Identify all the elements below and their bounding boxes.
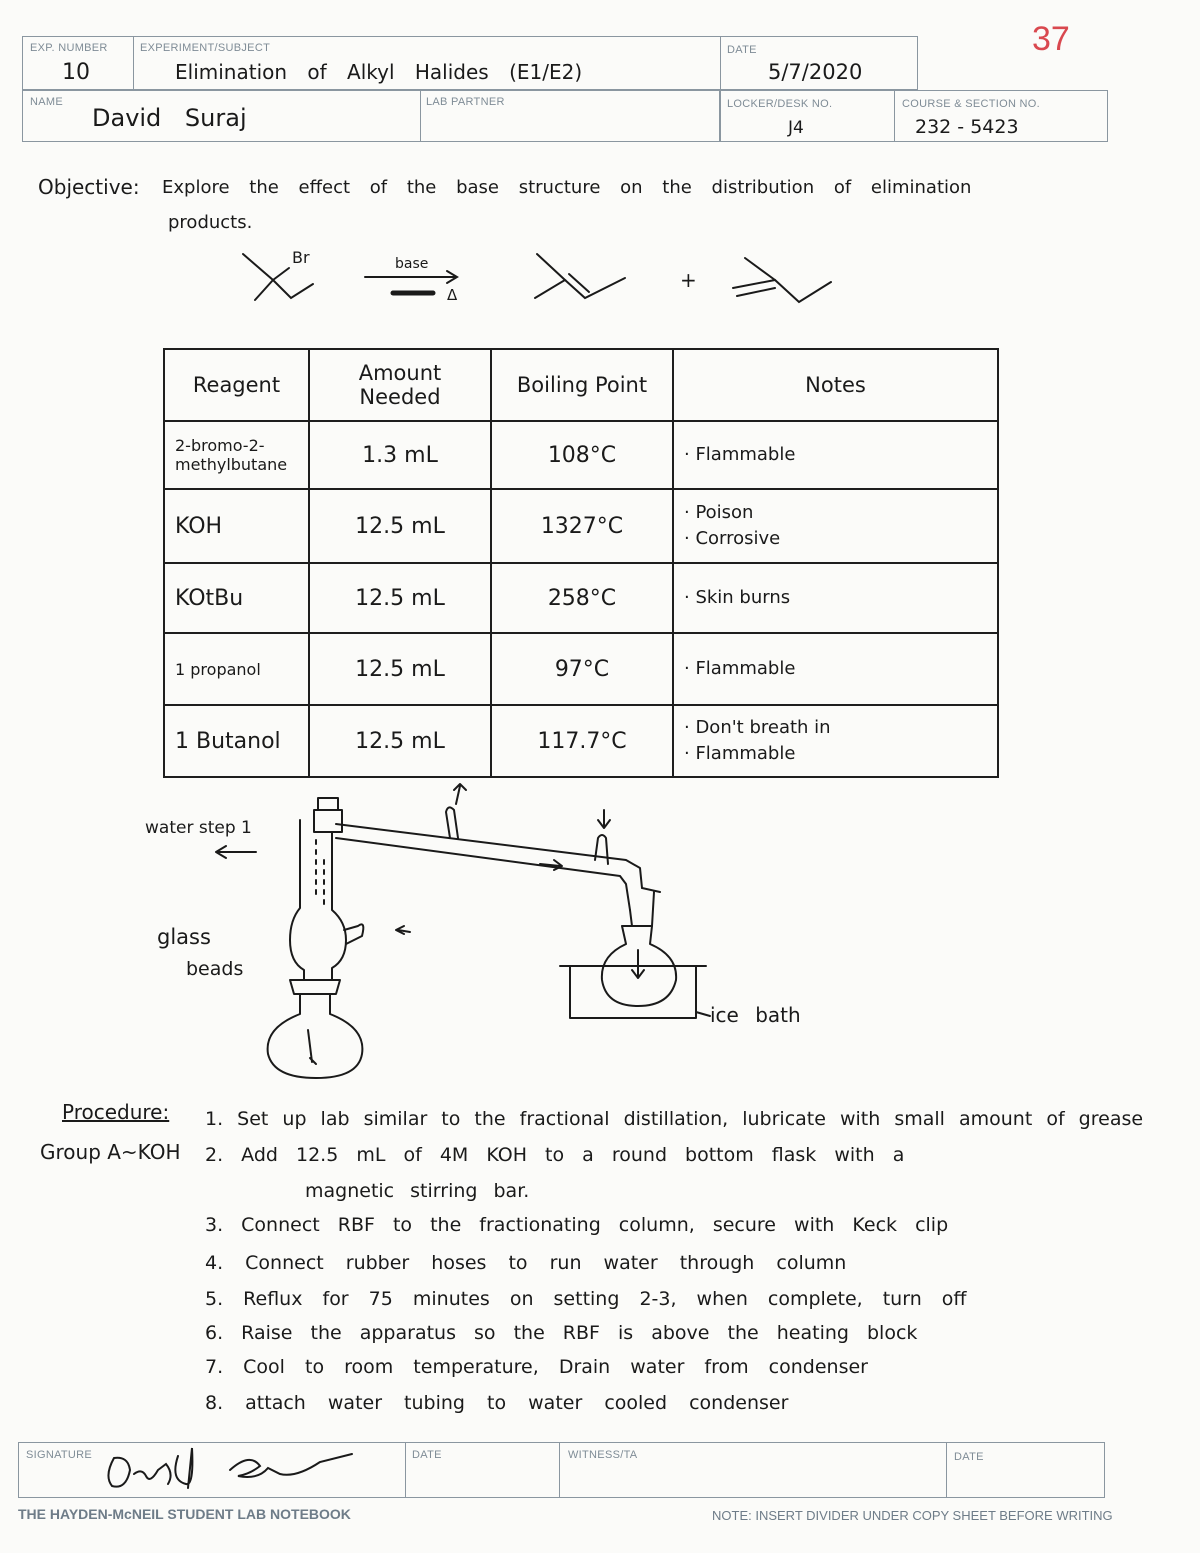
bromine-label: Br: [292, 248, 310, 267]
procedure-label: Procedure:: [62, 1100, 170, 1124]
reaction-scheme: [225, 240, 865, 315]
table-header-row: [164, 349, 998, 421]
footer-date-label: DATE: [412, 1449, 442, 1461]
header-boiling-point: Boiling Point: [491, 349, 673, 421]
exp-number: 10: [62, 60, 90, 85]
table-row: [164, 421, 998, 489]
bp-cell: 97°C: [491, 633, 673, 705]
ice-bath: [570, 966, 696, 1018]
bp-cell: 258°C: [491, 563, 673, 633]
header-reagent: Reagent: [164, 349, 309, 421]
fractionating-column: [290, 820, 304, 980]
amount-cell: 1.3 mL: [309, 421, 491, 489]
note-line: · Skin burns: [684, 587, 791, 608]
table-row: [164, 489, 998, 563]
table-row: [164, 705, 998, 777]
date-label: DATE: [727, 44, 757, 56]
course-label: COURSE & SECTION NO.: [902, 98, 1041, 110]
note-line: · Flammable: [684, 658, 796, 679]
notes-cell: [673, 705, 998, 777]
plus-sign: +: [680, 268, 697, 292]
footer-date2-label: DATE: [954, 1451, 984, 1463]
reactant-bond: [243, 254, 273, 300]
footer-note: NOTE: INSERT DIVIDER UNDER COPY SHEET BEFORE WRITING: [712, 1508, 1113, 1523]
reagent-base-label: base: [395, 256, 429, 272]
header-notes: Notes: [673, 349, 998, 421]
procedure-step: 4. Connect rubber hoses to run water through column: [205, 1252, 847, 1274]
amount-cell: 12.5 mL: [309, 489, 491, 563]
round-bottom-flask: [268, 994, 363, 1078]
glass-label: glass: [157, 925, 211, 949]
water-step-label: water step 1: [145, 818, 252, 838]
bp-cell: 108°C: [491, 421, 673, 489]
objective-line-1: Explore the effect of the base structure on the distribution of elimination: [162, 177, 972, 198]
stopper: [318, 798, 338, 810]
amount-cell: 12.5 mL: [309, 705, 491, 777]
reagent-cell: KOtBu: [164, 563, 309, 633]
procedure-group: Group A~KOH: [40, 1140, 181, 1164]
lab-partner-label: LAB PARTNER: [426, 96, 505, 108]
table-row: [164, 563, 998, 633]
experiment-title: Elimination of Alkyl Halides (E1/E2): [175, 60, 583, 84]
bp-cell: 117.7°C: [491, 705, 673, 777]
name-label: NAME: [30, 96, 63, 108]
note-line: · Don't breath in: [684, 717, 831, 738]
notes-cell: [673, 489, 998, 563]
amount-cell: 12.5 mL: [309, 563, 491, 633]
procedure-step: magnetic stirring bar.: [305, 1180, 530, 1202]
procedure-step: 6. Raise the apparatus so the RBF is above the heating block: [205, 1322, 918, 1344]
objective-label: Objective:: [38, 175, 140, 199]
publisher-label: THE HAYDEN-McNEIL STUDENT LAB NOTEBOOK: [18, 1506, 351, 1522]
water-outlet: [446, 807, 458, 838]
signature-label: SIGNATURE: [26, 1449, 93, 1461]
name-value: David Suraj: [92, 104, 247, 132]
date-value: 5/7/2020: [768, 60, 863, 84]
locker-value: J4: [788, 118, 804, 138]
note-line: · Flammable: [684, 743, 796, 764]
header-amount: Amount Needed: [309, 349, 491, 421]
procedure-step: 7. Cool to room temperature, Drain water from condenser: [205, 1356, 868, 1378]
exp-number-label: EXP. NUMBER: [30, 42, 108, 54]
note-line: · Corrosive: [684, 528, 781, 549]
ice-bath-label: ice bath: [710, 1003, 801, 1027]
procedure-step: 1. Set up lab similar to the fractional distillation, lubricate with small amount of grease: [205, 1108, 1144, 1130]
note-line: · Poison: [684, 502, 754, 523]
signature-scribble: [100, 1440, 360, 1500]
locker-label: LOCKER/DESK NO.: [727, 98, 833, 110]
page-number: 37: [1032, 20, 1070, 58]
witness-label: WITNESS/TA: [568, 1449, 638, 1461]
beads-label: beads: [186, 958, 244, 980]
note-line: · Flammable: [684, 444, 796, 465]
notes-cell: [673, 563, 998, 633]
reagent-cell: KOH: [164, 489, 309, 563]
bp-cell: 1327°C: [491, 489, 673, 563]
experiment-label: EXPERIMENT/SUBJECT: [140, 42, 271, 54]
procedure-step: 2. Add 12.5 mL of 4M KOH to a round bottom flask with a: [205, 1144, 905, 1166]
product-2: [745, 258, 775, 280]
notes-cell: [673, 421, 998, 489]
table-row: [164, 633, 998, 705]
procedure-step: 5. Reflux for 75 minutes on setting 2-3, when complete, turn off: [205, 1288, 967, 1310]
reagent-cell: 2-bromo-2-methylbutane: [164, 421, 309, 489]
notes-cell: [673, 633, 998, 705]
procedure-step: 3. Connect RBF to the fractionating column, secure with Keck clip: [205, 1214, 949, 1236]
procedure-step: 8. attach water tubing to water cooled condenser: [205, 1392, 789, 1414]
reagent-table: [163, 348, 999, 778]
reagent-cell: 1 propanol: [164, 633, 309, 705]
water-inlet: [595, 835, 608, 864]
course-value: 232 - 5423: [915, 116, 1019, 138]
reagent-cell: 1 Butanol: [164, 705, 309, 777]
heat-symbol: Δ: [447, 286, 458, 304]
amount-cell: 12.5 mL: [309, 633, 491, 705]
objective-line-2: products.: [168, 212, 253, 233]
product-1: [535, 254, 565, 298]
